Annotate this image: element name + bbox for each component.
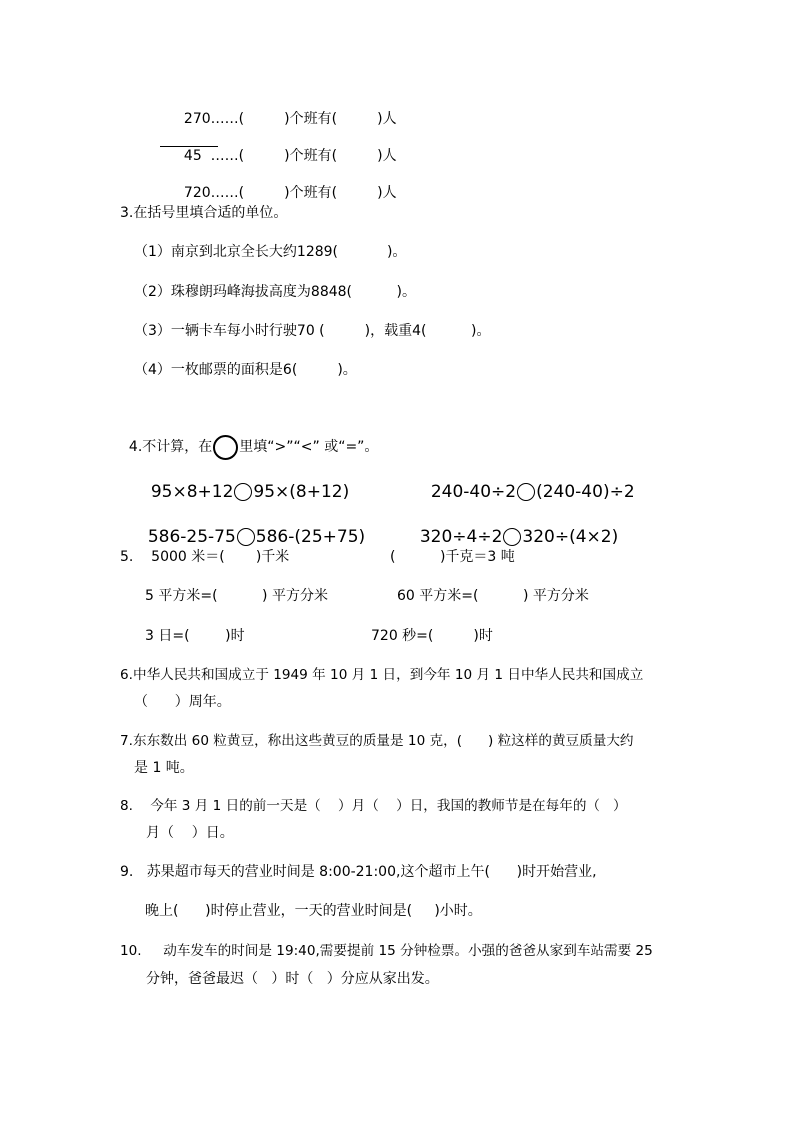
expr-left: 240-40÷2 [430,482,517,502]
q5-row2-b: 60 平方米=( ) 平方分米 [397,588,589,604]
q4-expr-2 [420,459,635,503]
compare-circle-icon [517,483,535,501]
division-row-1 [175,92,397,128]
dividend: 270 [183,111,211,127]
q7-line-1: 7.东东数出 60 粒黄豆，称出这些黄豆的质量是 10 克，( ) 粒这样的黄豆质量大约 [120,733,634,749]
row-text: ……( )个班有( )人 [210,185,397,201]
expr-right: (240-40)÷2 [536,482,635,502]
dividend: 720 [183,185,211,201]
compare-circle-icon [503,528,521,546]
q3-item-4: （4）一枚邮票的面积是6( )。 [134,362,357,378]
q4-expr-1 [140,459,349,503]
expr-left: 320÷4÷2 [419,527,503,547]
row-text: ……( )个班有( )人 [210,111,397,127]
q6-line-1: 6.中华人民共和国成立于 1949 年 10 月 1 日，到今年 10 月 1 日中华人民共和国成立 [120,667,644,683]
compare-circle-icon [234,483,252,501]
q4-expr-3 [137,504,365,548]
q10-line-1: 10. 动车发车的时间是 19:40,需要提前 15 分钟检票。小强的爸爸从家到车站需要 25 [120,943,653,959]
expr-right: 95×(8+12) [253,482,350,502]
q5-row3-a: 3 日=( )时 [145,628,245,644]
q5-row1-a: 5. 5000 米＝( )千米 [120,549,290,565]
q5-row2-a: 5 平方米=( ) 平方分米 [145,588,328,604]
expr-right: 320÷(4×2) [522,527,619,547]
dividend: 45 [183,148,202,164]
q4-expr-4 [409,504,618,548]
q4-title-pre: 4.不计算，在 [128,439,213,455]
division-row-3 [175,166,397,202]
q3-item-1: （1）南京到北京全长大约1289( )。 [134,244,407,260]
row-text: ……( )个班有( )人 [201,148,397,164]
compare-circle-icon [237,528,255,546]
q9-line-1: 9. 苏果超市每天的营业时间是 8:00-21:00,这个超市上午( )时开始营业, [120,864,597,880]
division-underline [160,146,218,147]
q6-line-2: （ ）周年。 [134,694,231,710]
expr-left: 95×8+12 [150,482,234,502]
expr-left: 586-25-75 [147,527,236,547]
q3-item-3: （3）一辆卡车每小时行驶70 ( )，载重4( )。 [134,323,491,339]
q7-line-2: 是 1 吨。 [134,760,194,776]
q4-title [120,408,378,460]
q8-line-1: 8. 今年 3 月 1 日的前一天是（ ）月（ ）日，我国的教师节是在每年的（ ） [120,798,627,814]
expr-right: 586-(25+75) [255,527,366,547]
q3-title: 3.在括号里填合适的单位。 [120,205,288,221]
q3-item-2: （2）珠穆朗玛峰海拔高度为8848( )。 [134,284,416,300]
q5-row3-b: 720 秒=( )时 [371,628,493,644]
q5-row1-b: ( )千克＝3 吨 [390,549,515,565]
q9-line-2: 晚上( )时停止营业，一天的营业时间是( )小时。 [145,903,482,919]
q10-line-2: 分钟，爸爸最迟（ ）时（ ）分应从家出发。 [146,971,439,987]
division-row-2 [175,129,397,165]
circle-icon [213,435,238,460]
q4-title-post: 里填“>”“<” 或“=”。 [239,439,379,455]
q8-line-2: 月（ ）日。 [146,825,234,841]
